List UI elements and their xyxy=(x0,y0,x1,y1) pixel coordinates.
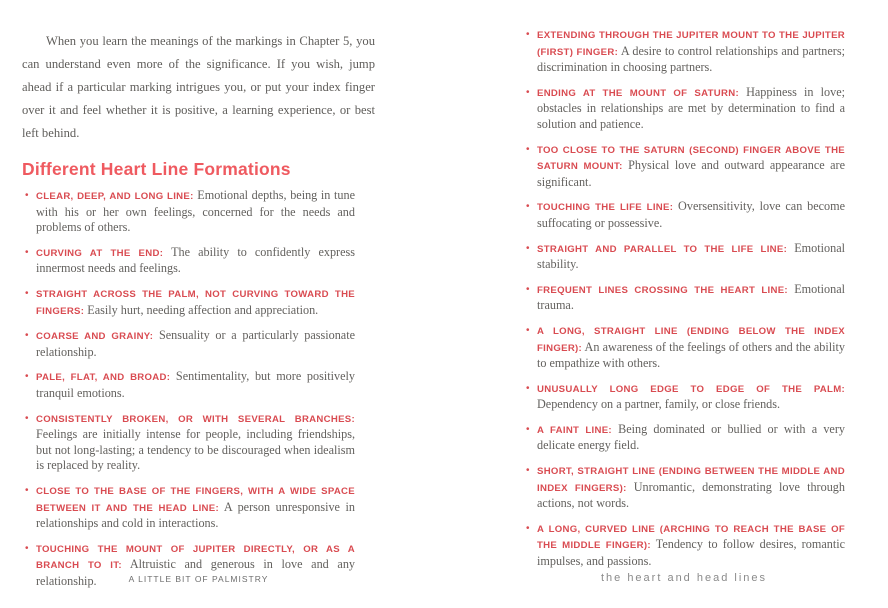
list-item xyxy=(537,142,845,191)
list-item xyxy=(537,282,845,314)
item-description: Emotional depths, being in tune with his or her own feelings, concerned for the needs and problems of others. xyxy=(36,188,356,235)
item-description: Oversensitivity, love can become suffocating or possessive. xyxy=(537,199,846,230)
intro-paragraph: When you learn the meanings of the markings in Chapter 5, you can understand even more of the significance. If you wish, jump ahead if a particular marking intrigues you, or put your index finger over it and feel whether it is positive, a learning experience, or best left behind. xyxy=(22,34,375,140)
section-heading: Different Heart Line Formations xyxy=(22,159,291,179)
item-label: CURVING AT THE END: xyxy=(36,247,164,259)
item-description: Altruistic and generous in love and any relationship. xyxy=(36,557,356,588)
running-footer-book-title: A LITTLE BIT OF PALMISTRY xyxy=(128,574,269,584)
item-label: TOO CLOSE TO THE SATURN (SECOND) FINGER ABOVE THE SATURN MOUNT: xyxy=(537,144,845,173)
item-label: COARSE AND GRAINY: xyxy=(36,331,154,343)
item-description: A person unresponsive in relationships and cold in interactions. xyxy=(36,499,356,531)
list-item xyxy=(537,27,845,76)
list-item xyxy=(537,199,845,231)
item-label: PALE, FLAT, AND BROAD: xyxy=(36,372,171,384)
list-item xyxy=(36,369,355,401)
heart-line-formations-list-right xyxy=(523,27,845,570)
item-label: STRAIGHT AND PARALLEL TO THE LIFE LINE: xyxy=(537,243,788,255)
item-label: A LONG, STRAIGHT LINE (ENDING BELOW THE INDEX FINGER): xyxy=(537,325,845,354)
list-item xyxy=(537,521,845,570)
list-item xyxy=(537,381,845,413)
item-description: Feelings are initially intense for people, including friendships, but not long-lasting; a tendency to be discouraged when idealism is replaced by reality. xyxy=(36,427,355,473)
item-label: CLOSE TO THE BASE OF THE FINGERS, WITH A WIDE SPACE BETWEEN IT AND THE HEAD LINE: xyxy=(36,485,355,514)
item-label: TOUCHING THE LIFE LINE: xyxy=(537,202,674,214)
list-item xyxy=(537,422,845,454)
item-label: UNUSUALLY LONG EDGE TO EDGE OF THE PALM: xyxy=(537,383,845,395)
list-item xyxy=(537,463,845,512)
item-description: Dependency on a partner, family, or close friends. xyxy=(537,397,781,412)
item-description: Happiness in love; obstacles in relationships are met by determination to find a solution and patience. xyxy=(537,84,845,131)
left-page-content xyxy=(22,30,375,598)
list-item xyxy=(537,323,845,372)
item-description: An awareness of the feelings of others and the ability to empathize with others. xyxy=(537,339,845,371)
item-label: CLEAR, DEEP, AND LONG LINE: xyxy=(36,191,194,202)
list-item xyxy=(537,241,845,273)
item-description: Tendency to follow desires, romantic impulses, and passions. xyxy=(537,537,845,569)
item-description: Easily hurt, needing affection and appreciation. xyxy=(87,302,319,317)
list-item xyxy=(36,245,355,277)
item-description: Emotional stability. xyxy=(537,240,846,272)
item-description: Physical love and outward appearance are significant. xyxy=(537,158,846,189)
item-label: ENDING AT THE MOUNT OF SATURN: xyxy=(537,87,739,99)
list-item xyxy=(36,328,355,360)
item-label: FREQUENT LINES CROSSING THE HEART LINE: xyxy=(537,284,788,296)
item-description: Sentimentality, but more positively tranquil emotions. xyxy=(36,369,355,400)
list-item xyxy=(36,483,355,532)
list-item xyxy=(36,188,355,236)
item-label: SHORT, STRAIGHT LINE (ENDING BETWEEN THE MIDDLE AND INDEX FINGERS): xyxy=(537,466,845,494)
right-page-content xyxy=(523,27,845,579)
item-description: Emotional trauma. xyxy=(537,281,845,313)
list-item xyxy=(36,286,355,319)
running-footer-chapter-title: the heart and head lines xyxy=(600,572,768,584)
item-description: The ability to confidently express innermost needs and feelings. xyxy=(36,244,356,276)
item-label: A LONG, CURVED LINE (ARCHING TO REACH THE BASE OF THE MIDDLE FINGER): xyxy=(537,523,845,552)
item-label: CONSISTENTLY BROKEN, OR WITH SEVERAL BRANCHES: xyxy=(36,413,355,425)
item-label: A FAINT LINE: xyxy=(537,424,612,436)
item-label: STRAIGHT ACROSS THE PALM, NOT CURVING TOWARD THE FINGERS: xyxy=(36,288,355,317)
heart-line-formations-list-left xyxy=(22,188,375,589)
right-page xyxy=(444,0,888,608)
list-item xyxy=(36,411,355,474)
item-description: A desire to control relationships and partners; discrimination in choosing partners. xyxy=(537,43,845,75)
item-label: TOUCHING THE MOUNT OF JUPITER DIRECTLY, OR AS A BRANCH TO IT: xyxy=(36,543,355,572)
item-description: Unromantic, demonstrating love through actions, not words. xyxy=(537,479,845,511)
item-label: EXTENDING THROUGH THE JUPITER MOUNT TO THE JUPITER (FIRST) FINGER: xyxy=(537,30,845,58)
list-item xyxy=(537,85,845,133)
item-description: Being dominated or bullied or with a very delicate energy field. xyxy=(537,421,845,453)
item-description: Sensuality or a particularly passionate relationship. xyxy=(36,328,355,359)
